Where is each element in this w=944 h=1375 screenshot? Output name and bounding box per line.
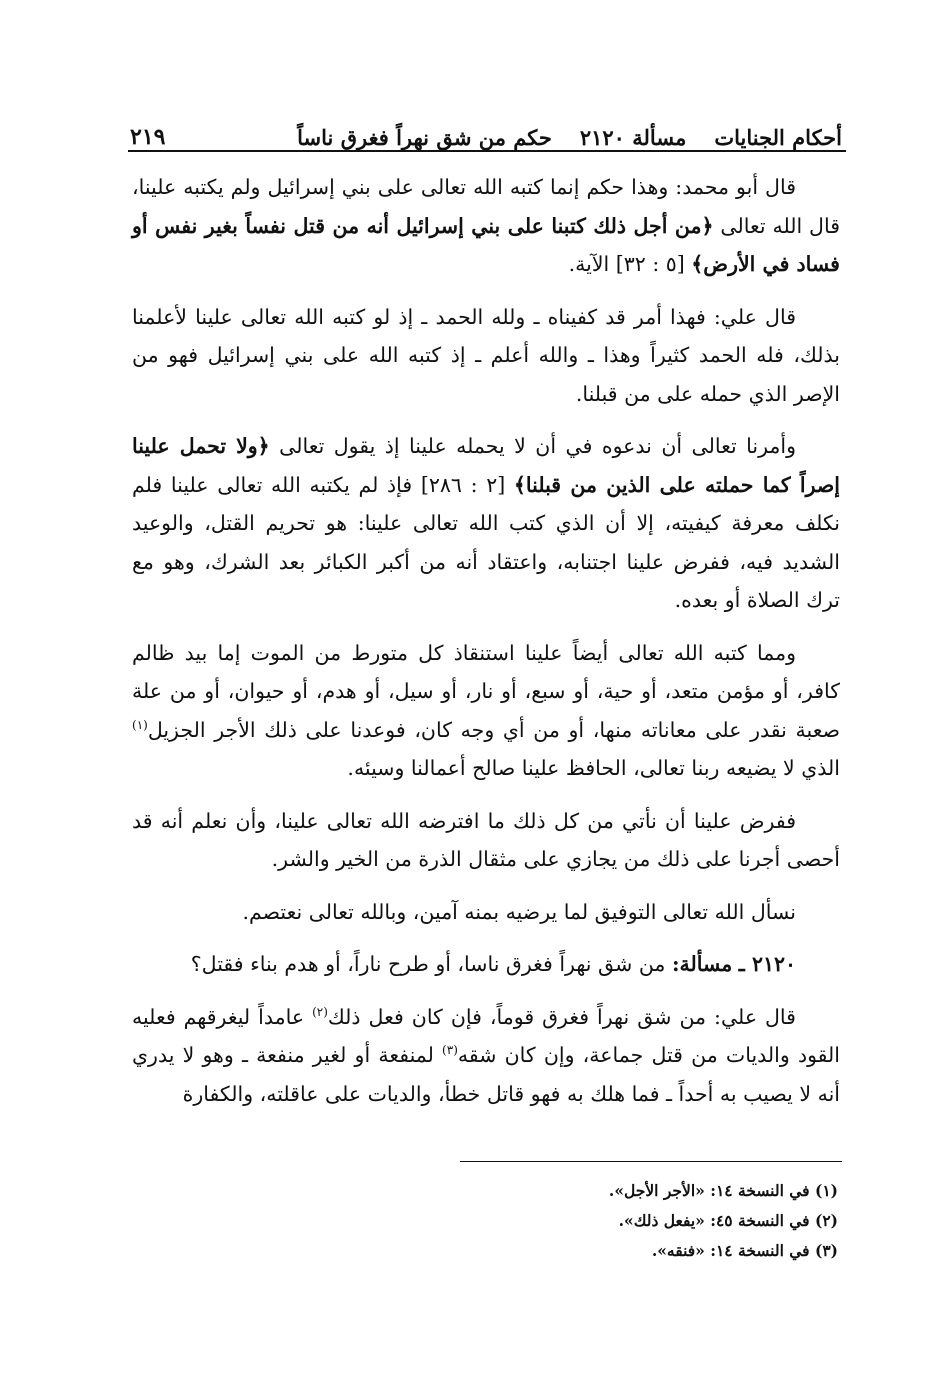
text-run: [٥ : ٣٢] الآية.: [568, 252, 692, 276]
header-titles: [297, 125, 842, 150]
footnotes: [132, 1176, 838, 1266]
quran-quote: ﴿من أجل ذلك كتبنا على بني إسرائيل أنه من قتل نفساً بغير نفس أو فساد في الأرض﴾: [132, 213, 840, 276]
running-header: [130, 104, 842, 150]
paragraph-2: قال علي: فهذا أمر قد كفيناه ـ ولله الحمد ـ إذ لو كتبه الله تعالى علينا لأعلمنا بذلك، فله الحمد كثيراً وهذا ـ والله أعلم ـ إذ كتبه الله على بني إسرائيل فهو من الإصر الذي حمله على من قبلنا.: [132, 304, 840, 406]
footnote-ref[interactable]: (٢): [312, 1004, 328, 1019]
paragraph-5: ففرض علينا أن نأتي من كل ذلك ما افترضه الله تعالى علينا، وأن نعلم أنه قد أحصى أجرنا على ذلك من يجازي على مثقال الذرة من الخير والشر.: [132, 808, 840, 871]
footnote-1: (١) في النسخة ١٤: «الأجر الأجل».: [608, 1181, 838, 1200]
text-run: الذي لا يضيعه ربنا تعالى، الحافظ علينا صالح أعمالنا وسيئه.: [347, 756, 840, 780]
issue-title: حكم من شق نهراً فغرق ناساً: [297, 125, 552, 150]
text-run: ومما كتبه الله تعالى أيضاً علينا استنقاذ كل متورط من الموت إما بيد ظالم كافر، أو مؤمن متعد، أو حية، أو سبع، أو نار، أو سيل، أو هدم، أو حيوان، أو من علة صعبة نقدر على معاناته منها، أو من أي وجه كان، فوعدنا على ذلك الأجر الجزيل: [132, 640, 840, 742]
main-text: [132, 168, 840, 1127]
issue-heading: [132, 945, 840, 984]
footnote-2: (٢) في النسخة ٤٥: «يفعل ذلك».: [618, 1211, 838, 1230]
issue-question: من شق نهراً فغرق ناسا، أو طرح ناراً، أو هدم بناء فقتل؟: [190, 952, 672, 976]
paragraph-4: [132, 634, 840, 788]
footnote-3: (٣) في النسخة ١٤: «فنقه».: [651, 1241, 838, 1260]
paragraph-3: [132, 427, 840, 620]
book-title: أحكام الجنايات: [714, 125, 842, 150]
text-run: قال أبو محمد: وهذا حكم إنما كتبه الله تعالى على بني إسرائيل ولم يكتبه علينا، قال الله تعالى: [132, 175, 840, 238]
text-run: [٢ : ٢٨٦] فإذ لم يكتبه الله تعالى علينا فلم نكلف معرفة كيفيته، إلا أن الذي كتب الله تعالى علينا: هو تحريم القتل، والوعيد الشديد فيه، ففرض علينا اجتنابه، واعتقاد أنه من أكبر الكبائر بعد الشرك، وهو مع ترك الصلاة أو بعده.: [132, 472, 840, 612]
text-run: قال علي: من شق نهراً فغرق قوماً، فإن كان فعل ذلك: [327, 1004, 796, 1029]
header-rule: [128, 150, 846, 152]
paragraph-1: [132, 168, 840, 284]
footnote-ref[interactable]: (١): [132, 717, 148, 732]
text-run: لمنفعة أو لغير منفعة ـ وهو لا يدري أنه لا يصيب به أحداً ـ فما هلك به فهو قاتل خطأ، والديات على عاقلته، والكفارة: [132, 1043, 840, 1106]
paragraph-8: [132, 998, 840, 1114]
issue-number: ٢١٢٠ ـ: [738, 952, 796, 976]
paragraph-6: نسأل الله تعالى التوفيق لما يرضيه بمنه آمين، وبالله تعالى نعتصم.: [242, 899, 796, 924]
issue-label-inline: مسألة:: [671, 952, 733, 976]
page-number: ٢١٩: [130, 124, 166, 150]
footnote-ref[interactable]: (٣): [442, 1043, 458, 1058]
quran-quote: ﴿ولا تحمل علينا إصراً كما حملته على الذين من قبلنا﴾: [132, 434, 841, 497]
text-run: عامداً ليغرقهم فعليه القود والديات من قتل جماعة، وإن كان شقه: [132, 1004, 840, 1067]
issue-label: مسألة ٢١٢٠: [579, 125, 687, 150]
footnote-rule: [460, 1161, 842, 1162]
text-run: وأمرنا تعالى أن ندعوه في أن لا يحمله علينا إذ يقول تعالى: [269, 434, 796, 458]
